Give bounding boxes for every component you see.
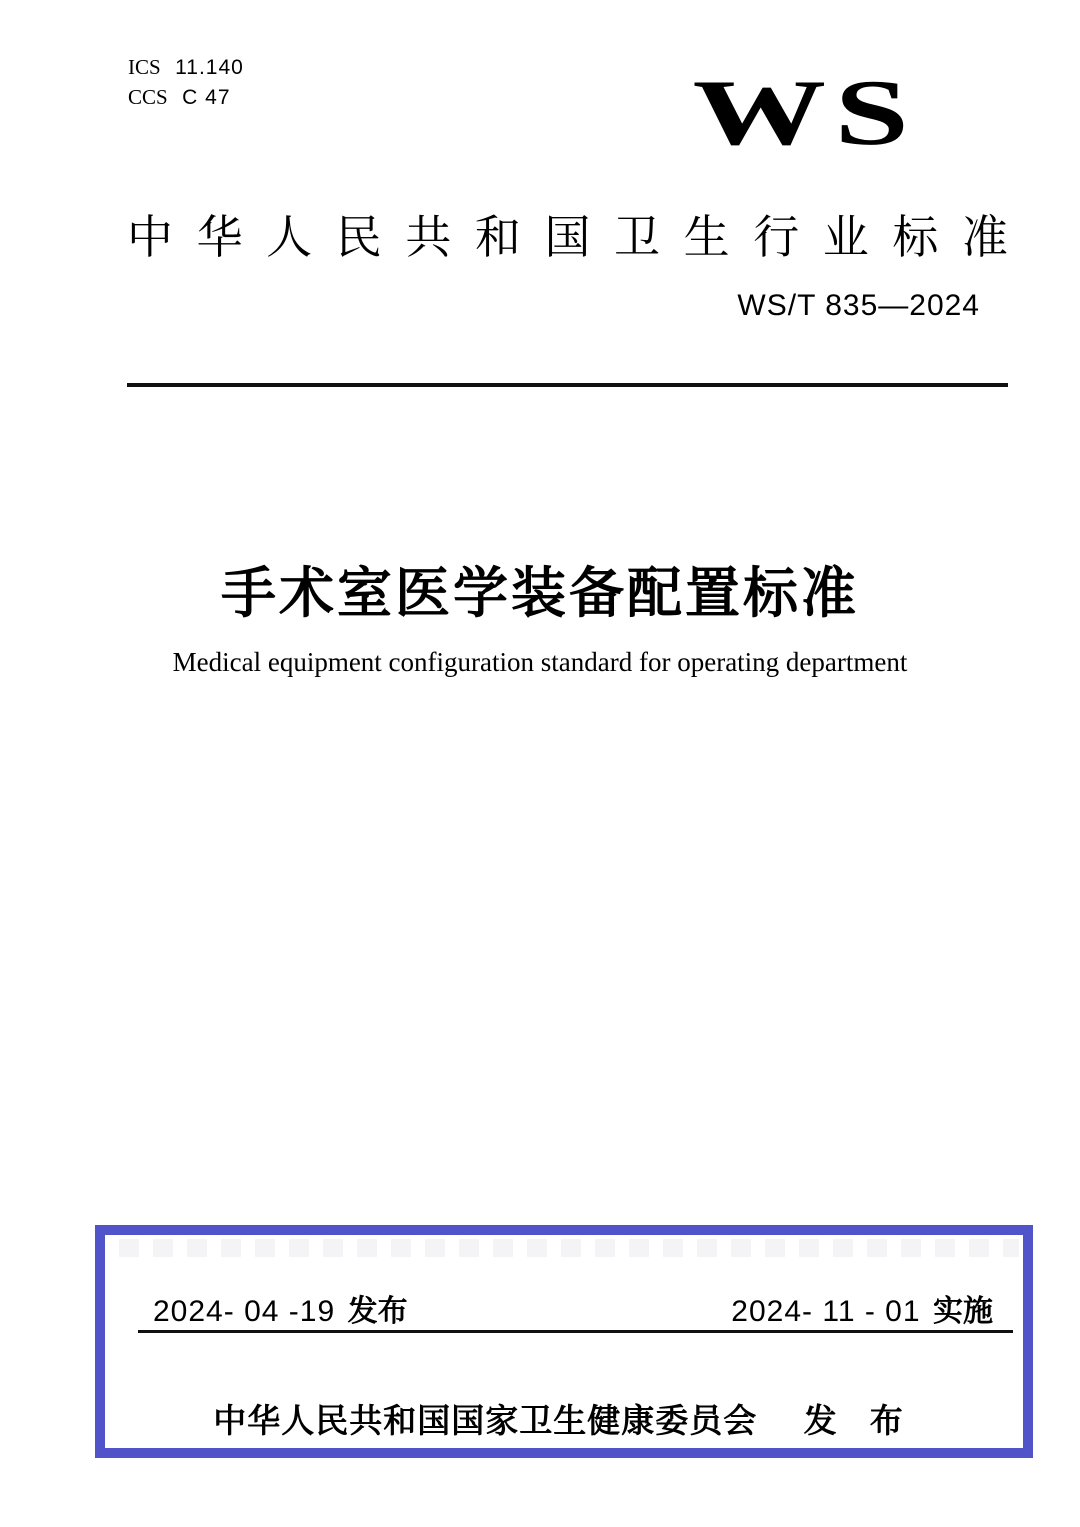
ccs-code bbox=[128, 82, 244, 112]
document-title-chinese: 手术室医学装备配置标准 bbox=[220, 562, 859, 624]
classification-codes bbox=[128, 52, 244, 112]
implement-date: 2024- 11 - 01 bbox=[731, 1295, 921, 1328]
publish-action-label: 发 布 bbox=[803, 1402, 915, 1439]
watermark-strip bbox=[119, 1239, 1019, 1257]
document-title-english: Medical equipment configuration standard for operating department bbox=[172, 647, 908, 677]
ccs-label: CCS bbox=[128, 85, 168, 109]
issue-date-row bbox=[153, 1295, 408, 1329]
header-rule bbox=[127, 383, 1008, 387]
dates-underline bbox=[138, 1330, 1013, 1333]
publisher-row bbox=[105, 1395, 1023, 1442]
standard-code: WS/T 835—2024 bbox=[737, 289, 980, 322]
ccs-value: C 47 bbox=[182, 86, 231, 109]
issue-label: 发布 bbox=[347, 1295, 408, 1328]
standard-category-heading: 中 华 人 民 共 和 国 卫 生 行 业 标 准 bbox=[127, 211, 1008, 263]
footer-frame bbox=[95, 1225, 1033, 1458]
issue-date: 2024- 04 -19 bbox=[153, 1295, 336, 1328]
implement-label: 实施 bbox=[933, 1295, 993, 1328]
ics-code bbox=[128, 52, 244, 82]
publisher-name: 中华人民共和国国家卫生健康委员会 bbox=[213, 1402, 758, 1439]
implement-date-row bbox=[731, 1295, 993, 1329]
ics-label: ICS bbox=[128, 55, 161, 79]
ics-value: 11.140 bbox=[175, 56, 244, 79]
ws-logo: WS bbox=[692, 61, 918, 165]
